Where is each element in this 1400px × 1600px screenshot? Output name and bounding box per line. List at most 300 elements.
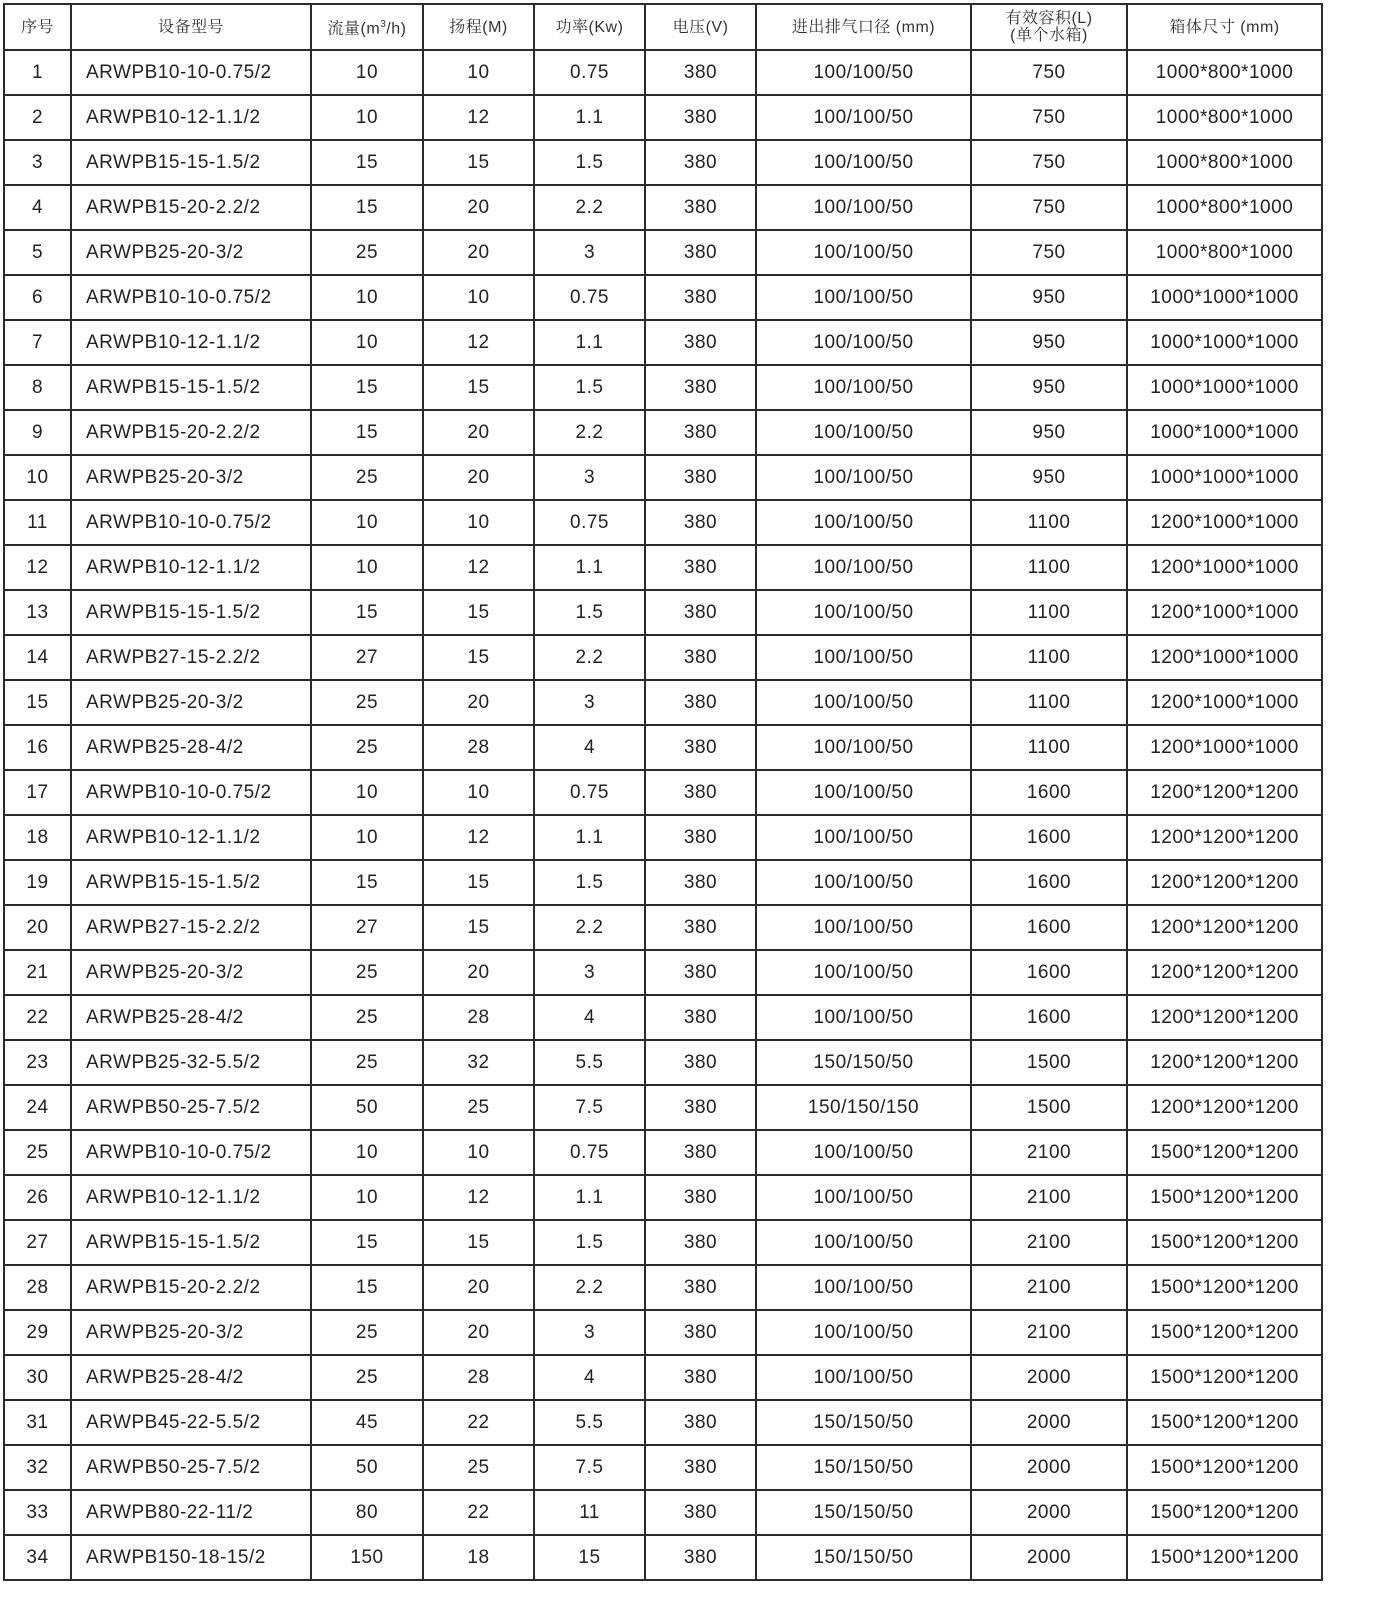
- cell-volume: 2000: [971, 1490, 1127, 1535]
- cell-voltage: 380: [645, 185, 756, 230]
- cell-model: ARWPB27-15-2.2/2: [71, 635, 311, 680]
- cell-model: ARWPB15-20-2.2/2: [71, 1265, 311, 1310]
- cell-power: 1.1: [534, 95, 645, 140]
- cell-voltage: 380: [645, 320, 756, 365]
- cell-voltage: 380: [645, 1400, 756, 1445]
- cell-ports: 100/100/50: [756, 680, 971, 725]
- cell-ports: 100/100/50: [756, 95, 971, 140]
- cell-flow: 15: [311, 590, 423, 635]
- table-row: [4, 815, 1322, 860]
- cell-head: 20: [423, 410, 534, 455]
- cell-head: 25: [423, 1085, 534, 1130]
- cell-index: 30: [4, 1355, 71, 1400]
- cell-ports: 100/100/50: [756, 365, 971, 410]
- table-row: [4, 545, 1322, 590]
- cell-volume: 1500: [971, 1085, 1127, 1130]
- cell-flow: 50: [311, 1085, 423, 1130]
- cell-index: 12: [4, 545, 71, 590]
- cell-size: 1000*800*1000: [1127, 185, 1322, 230]
- cell-volume: 1600: [971, 815, 1127, 860]
- cell-voltage: 380: [645, 815, 756, 860]
- cell-flow: 15: [311, 140, 423, 185]
- cell-power: 3: [534, 230, 645, 275]
- cell-ports: 100/100/50: [756, 185, 971, 230]
- cell-voltage: 380: [645, 590, 756, 635]
- cell-flow: 25: [311, 725, 423, 770]
- cell-size: 1500*1200*1200: [1127, 1130, 1322, 1175]
- cell-ports: 100/100/50: [756, 275, 971, 320]
- cell-index: 16: [4, 725, 71, 770]
- cell-power: 0.75: [534, 1130, 645, 1175]
- cell-power: 1.5: [534, 1220, 645, 1265]
- cell-index: 1: [4, 50, 71, 95]
- cell-power: 0.75: [534, 50, 645, 95]
- cell-power: 11: [534, 1490, 645, 1535]
- cell-head: 15: [423, 635, 534, 680]
- cell-head: 10: [423, 50, 534, 95]
- table-row: [4, 770, 1322, 815]
- cell-head: 10: [423, 1130, 534, 1175]
- cell-power: 0.75: [534, 275, 645, 320]
- cell-size: 1500*1200*1200: [1127, 1310, 1322, 1355]
- cell-ports: 100/100/50: [756, 950, 971, 995]
- cell-head: 10: [423, 500, 534, 545]
- cell-voltage: 380: [645, 905, 756, 950]
- cell-volume: 950: [971, 455, 1127, 500]
- cell-ports: 100/100/50: [756, 455, 971, 500]
- header-row: [4, 4, 1322, 50]
- cell-ports: 100/100/50: [756, 590, 971, 635]
- cell-model: ARWPB25-20-3/2: [71, 230, 311, 275]
- cell-flow: 80: [311, 1490, 423, 1535]
- cell-head: 20: [423, 1265, 534, 1310]
- cell-head: 15: [423, 860, 534, 905]
- cell-size: 1200*1000*1000: [1127, 500, 1322, 545]
- cell-voltage: 380: [645, 1130, 756, 1175]
- cell-size: 1000*1000*1000: [1127, 410, 1322, 455]
- cell-flow: 25: [311, 1355, 423, 1400]
- cell-index: 26: [4, 1175, 71, 1220]
- cell-size: 1200*1200*1200: [1127, 950, 1322, 995]
- cell-head: 20: [423, 230, 534, 275]
- cell-model: ARWPB80-22-11/2: [71, 1490, 311, 1535]
- cell-model: ARWPB25-28-4/2: [71, 1355, 311, 1400]
- table-row: [4, 1175, 1322, 1220]
- cell-ports: 100/100/50: [756, 860, 971, 905]
- cell-power: 5.5: [534, 1040, 645, 1085]
- cell-model: ARWPB15-15-1.5/2: [71, 590, 311, 635]
- spec-table-container: [3, 3, 1323, 1581]
- cell-voltage: 380: [645, 635, 756, 680]
- cell-flow: 27: [311, 635, 423, 680]
- cell-voltage: 380: [645, 1445, 756, 1490]
- table-row: [4, 455, 1322, 500]
- cell-index: 13: [4, 590, 71, 635]
- header-flow-suffix: /h): [386, 20, 407, 38]
- cell-size: 1500*1200*1200: [1127, 1265, 1322, 1310]
- cell-model: ARWPB50-25-7.5/2: [71, 1085, 311, 1130]
- cell-model: ARWPB15-15-1.5/2: [71, 140, 311, 185]
- cell-voltage: 380: [645, 1535, 756, 1580]
- cell-model: ARWPB10-12-1.1/2: [71, 815, 311, 860]
- cell-model: ARWPB50-25-7.5/2: [71, 1445, 311, 1490]
- cell-voltage: 380: [645, 1265, 756, 1310]
- cell-model: ARWPB150-18-15/2: [71, 1535, 311, 1580]
- cell-power: 0.75: [534, 500, 645, 545]
- cell-model: ARWPB25-20-3/2: [71, 455, 311, 500]
- table-row: [4, 365, 1322, 410]
- cell-head: 28: [423, 995, 534, 1040]
- cell-index: 31: [4, 1400, 71, 1445]
- cell-volume: 2000: [971, 1400, 1127, 1445]
- cell-flow: 10: [311, 1130, 423, 1175]
- cell-volume: 2100: [971, 1130, 1127, 1175]
- cell-ports: 100/100/50: [756, 1220, 971, 1265]
- cell-ports: 100/100/50: [756, 1355, 971, 1400]
- table-row: [4, 680, 1322, 725]
- cell-head: 20: [423, 1310, 534, 1355]
- cell-ports: 100/100/50: [756, 1130, 971, 1175]
- header-power: 功率(Kw): [534, 4, 645, 50]
- header-volume-line1: 有效容积(L): [1005, 10, 1093, 27]
- cell-index: 7: [4, 320, 71, 365]
- table-row: [4, 725, 1322, 770]
- cell-ports: 150/150/50: [756, 1040, 971, 1085]
- cell-voltage: 380: [645, 95, 756, 140]
- cell-model: ARWPB10-10-0.75/2: [71, 275, 311, 320]
- cell-voltage: 380: [645, 275, 756, 320]
- cell-power: 4: [534, 1355, 645, 1400]
- table-row: [4, 1445, 1322, 1490]
- cell-index: 34: [4, 1535, 71, 1580]
- cell-index: 22: [4, 995, 71, 1040]
- cell-index: 4: [4, 185, 71, 230]
- cell-voltage: 380: [645, 230, 756, 275]
- cell-model: ARWPB25-20-3/2: [71, 1310, 311, 1355]
- cell-head: 10: [423, 275, 534, 320]
- cell-model: ARWPB10-10-0.75/2: [71, 500, 311, 545]
- cell-head: 12: [423, 1175, 534, 1220]
- cell-flow: 25: [311, 995, 423, 1040]
- cell-flow: 10: [311, 95, 423, 140]
- cell-voltage: 380: [645, 545, 756, 590]
- cell-size: 1200*1000*1000: [1127, 725, 1322, 770]
- cell-model: ARWPB25-20-3/2: [71, 680, 311, 725]
- cell-voltage: 380: [645, 1085, 756, 1130]
- cell-head: 20: [423, 185, 534, 230]
- cell-size: 1200*1200*1200: [1127, 860, 1322, 905]
- table-row: [4, 50, 1322, 95]
- cell-voltage: 380: [645, 725, 756, 770]
- cell-voltage: 380: [645, 1310, 756, 1355]
- cell-size: 1000*1000*1000: [1127, 365, 1322, 410]
- cell-voltage: 380: [645, 995, 756, 1040]
- table-row: [4, 1355, 1322, 1400]
- cell-volume: 1100: [971, 635, 1127, 680]
- table-row: [4, 950, 1322, 995]
- cell-volume: 1100: [971, 590, 1127, 635]
- cell-ports: 100/100/50: [756, 500, 971, 545]
- cell-size: 1200*1000*1000: [1127, 635, 1322, 680]
- cell-volume: 950: [971, 410, 1127, 455]
- cell-index: 10: [4, 455, 71, 500]
- cell-ports: 100/100/50: [756, 410, 971, 455]
- cell-power: 0.75: [534, 770, 645, 815]
- cell-voltage: 380: [645, 1490, 756, 1535]
- cell-power: 2.2: [534, 185, 645, 230]
- header-head: 扬程(M): [423, 4, 534, 50]
- cell-head: 28: [423, 1355, 534, 1400]
- cell-size: 1200*1200*1200: [1127, 905, 1322, 950]
- cell-head: 20: [423, 680, 534, 725]
- cell-power: 2.2: [534, 905, 645, 950]
- cell-size: 1200*1000*1000: [1127, 545, 1322, 590]
- table-row: [4, 95, 1322, 140]
- cell-head: 20: [423, 950, 534, 995]
- cell-model: ARWPB25-32-5.5/2: [71, 1040, 311, 1085]
- cell-size: 1200*1200*1200: [1127, 1085, 1322, 1130]
- cell-flow: 15: [311, 1265, 423, 1310]
- cell-volume: 950: [971, 320, 1127, 365]
- cell-volume: 1600: [971, 770, 1127, 815]
- cell-flow: 150: [311, 1535, 423, 1580]
- cell-index: 21: [4, 950, 71, 995]
- cell-power: 2.2: [534, 1265, 645, 1310]
- cell-flow: 10: [311, 320, 423, 365]
- table-row: [4, 1085, 1322, 1130]
- cell-ports: 100/100/50: [756, 50, 971, 95]
- cell-volume: 2100: [971, 1220, 1127, 1265]
- cell-size: 1200*1000*1000: [1127, 680, 1322, 725]
- cell-index: 28: [4, 1265, 71, 1310]
- cell-head: 22: [423, 1400, 534, 1445]
- cell-voltage: 380: [645, 50, 756, 95]
- cell-size: 1000*1000*1000: [1127, 275, 1322, 320]
- table-row: [4, 1265, 1322, 1310]
- cell-voltage: 380: [645, 140, 756, 185]
- cell-volume: 2100: [971, 1265, 1127, 1310]
- cell-power: 1.5: [534, 860, 645, 905]
- cell-power: 5.5: [534, 1400, 645, 1445]
- cell-voltage: 380: [645, 1040, 756, 1085]
- cell-size: 1000*1000*1000: [1127, 455, 1322, 500]
- cell-flow: 25: [311, 1310, 423, 1355]
- cell-volume: 1100: [971, 500, 1127, 545]
- cell-model: ARWPB10-12-1.1/2: [71, 95, 311, 140]
- cell-ports: 150/150/50: [756, 1400, 971, 1445]
- cell-voltage: 380: [645, 500, 756, 545]
- cell-volume: 2100: [971, 1310, 1127, 1355]
- cell-ports: 100/100/50: [756, 905, 971, 950]
- cell-power: 1.1: [534, 815, 645, 860]
- cell-index: 8: [4, 365, 71, 410]
- cell-ports: 100/100/50: [756, 995, 971, 1040]
- cell-model: ARWPB25-28-4/2: [71, 725, 311, 770]
- cell-volume: 750: [971, 50, 1127, 95]
- cell-ports: 100/100/50: [756, 725, 971, 770]
- cell-volume: 1100: [971, 545, 1127, 590]
- cell-ports: 100/100/50: [756, 1310, 971, 1355]
- cell-flow: 45: [311, 1400, 423, 1445]
- table-row: [4, 230, 1322, 275]
- cell-power: 1.5: [534, 590, 645, 635]
- cell-size: 1200*1200*1200: [1127, 815, 1322, 860]
- cell-head: 15: [423, 590, 534, 635]
- cell-volume: 1500: [971, 1040, 1127, 1085]
- cell-power: 3: [534, 455, 645, 500]
- cell-voltage: 380: [645, 1220, 756, 1265]
- table-row: [4, 410, 1322, 455]
- cell-flow: 15: [311, 860, 423, 905]
- table-row: [4, 275, 1322, 320]
- cell-head: 12: [423, 95, 534, 140]
- cell-flow: 10: [311, 500, 423, 545]
- cell-volume: 1600: [971, 860, 1127, 905]
- cell-model: ARWPB25-28-4/2: [71, 995, 311, 1040]
- cell-flow: 10: [311, 275, 423, 320]
- cell-ports: 100/100/50: [756, 770, 971, 815]
- cell-model: ARWPB15-20-2.2/2: [71, 410, 311, 455]
- cell-power: 3: [534, 1310, 645, 1355]
- cell-power: 3: [534, 950, 645, 995]
- cell-flow: 15: [311, 185, 423, 230]
- cell-size: 1500*1200*1200: [1127, 1220, 1322, 1265]
- cell-flow: 10: [311, 50, 423, 95]
- cell-volume: 2100: [971, 1175, 1127, 1220]
- cell-index: 29: [4, 1310, 71, 1355]
- table-row: [4, 860, 1322, 905]
- cell-head: 15: [423, 140, 534, 185]
- cell-size: 1500*1200*1200: [1127, 1490, 1322, 1535]
- cell-power: 7.5: [534, 1085, 645, 1130]
- cell-flow: 10: [311, 1175, 423, 1220]
- cell-ports: 100/100/50: [756, 1175, 971, 1220]
- cell-index: 14: [4, 635, 71, 680]
- cell-head: 15: [423, 905, 534, 950]
- cell-ports: 100/100/50: [756, 635, 971, 680]
- cell-index: 32: [4, 1445, 71, 1490]
- cell-size: 1500*1200*1200: [1127, 1400, 1322, 1445]
- cell-head: 10: [423, 770, 534, 815]
- cell-voltage: 380: [645, 410, 756, 455]
- cell-head: 25: [423, 1445, 534, 1490]
- cell-index: 27: [4, 1220, 71, 1265]
- cell-volume: 2000: [971, 1445, 1127, 1490]
- cell-head: 12: [423, 815, 534, 860]
- cell-head: 12: [423, 545, 534, 590]
- cell-index: 2: [4, 95, 71, 140]
- header-flow: [311, 4, 423, 50]
- cell-voltage: 380: [645, 680, 756, 725]
- cell-volume: 2000: [971, 1535, 1127, 1580]
- table-row: [4, 185, 1322, 230]
- cell-index: 18: [4, 815, 71, 860]
- cell-power: 1.1: [534, 320, 645, 365]
- cell-flow: 25: [311, 950, 423, 995]
- table-row: [4, 1310, 1322, 1355]
- cell-index: 33: [4, 1490, 71, 1535]
- cell-ports: 100/100/50: [756, 230, 971, 275]
- table-row: [4, 1400, 1322, 1445]
- cell-voltage: 380: [645, 365, 756, 410]
- cell-volume: 750: [971, 95, 1127, 140]
- cell-index: 5: [4, 230, 71, 275]
- cell-flow: 15: [311, 365, 423, 410]
- cell-model: ARWPB10-10-0.75/2: [71, 50, 311, 95]
- cell-size: 1200*1200*1200: [1127, 770, 1322, 815]
- cell-index: 11: [4, 500, 71, 545]
- cell-power: 2.2: [534, 410, 645, 455]
- cell-volume: 1100: [971, 725, 1127, 770]
- table-row: [4, 1040, 1322, 1085]
- cell-index: 23: [4, 1040, 71, 1085]
- cell-power: 1.1: [534, 545, 645, 590]
- table-row: [4, 1130, 1322, 1175]
- cell-size: 1000*800*1000: [1127, 230, 1322, 275]
- cell-head: 32: [423, 1040, 534, 1085]
- cell-head: 15: [423, 1220, 534, 1265]
- header-model: 设备型号: [71, 4, 311, 50]
- cell-ports: 150/150/50: [756, 1490, 971, 1535]
- table-row: [4, 320, 1322, 365]
- table-row: [4, 1490, 1322, 1535]
- cell-head: 22: [423, 1490, 534, 1535]
- cell-index: 24: [4, 1085, 71, 1130]
- cell-flow: 25: [311, 680, 423, 725]
- cell-size: 1000*1000*1000: [1127, 320, 1322, 365]
- cell-power: 1.1: [534, 1175, 645, 1220]
- cell-ports: 100/100/50: [756, 320, 971, 365]
- header-volume: [971, 4, 1127, 50]
- cell-power: 1.5: [534, 140, 645, 185]
- cell-ports: 150/150/50: [756, 1445, 971, 1490]
- cell-power: 15: [534, 1535, 645, 1580]
- cell-flow: 27: [311, 905, 423, 950]
- cell-model: ARWPB45-22-5.5/2: [71, 1400, 311, 1445]
- cell-volume: 750: [971, 230, 1127, 275]
- cell-model: ARWPB10-12-1.1/2: [71, 1175, 311, 1220]
- table-header: [4, 4, 1322, 50]
- cell-ports: 100/100/50: [756, 545, 971, 590]
- cell-volume: 2000: [971, 1355, 1127, 1400]
- cell-flow: 25: [311, 1040, 423, 1085]
- cell-voltage: 380: [645, 860, 756, 905]
- cell-flow: 10: [311, 815, 423, 860]
- cell-index: 9: [4, 410, 71, 455]
- cell-voltage: 380: [645, 1175, 756, 1220]
- table-row: [4, 500, 1322, 545]
- cell-volume: 750: [971, 140, 1127, 185]
- cell-voltage: 380: [645, 950, 756, 995]
- cell-model: ARWPB10-10-0.75/2: [71, 1130, 311, 1175]
- cell-volume: 1600: [971, 905, 1127, 950]
- cell-power: 3: [534, 680, 645, 725]
- cell-size: 1500*1200*1200: [1127, 1445, 1322, 1490]
- header-index: 序号: [4, 4, 71, 50]
- cell-power: 1.5: [534, 365, 645, 410]
- cell-power: 7.5: [534, 1445, 645, 1490]
- cell-size: 1500*1200*1200: [1127, 1355, 1322, 1400]
- cell-index: 15: [4, 680, 71, 725]
- cell-ports: 150/150/50: [756, 1535, 971, 1580]
- cell-index: 3: [4, 140, 71, 185]
- cell-size: 1200*1200*1200: [1127, 995, 1322, 1040]
- cell-size: 1000*800*1000: [1127, 140, 1322, 185]
- cell-model: ARWPB25-20-3/2: [71, 950, 311, 995]
- cell-head: 20: [423, 455, 534, 500]
- header-voltage: 电压(V): [645, 4, 756, 50]
- header-size: 箱体尺寸 (mm): [1127, 4, 1322, 50]
